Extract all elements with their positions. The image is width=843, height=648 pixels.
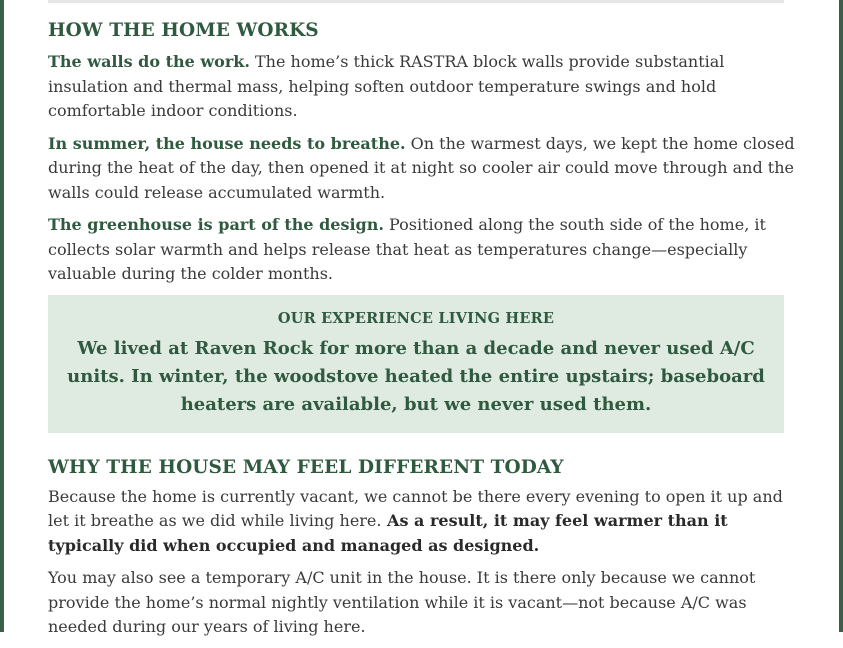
paragraph-text: On the warmest days, we kept the home closed during the heat of the day, then opened it at night so cooler air could move through and the walls could release accumulated warmth. xyxy=(48,133,795,202)
paragraph-temporary-ac: You may also see a temporary A/C unit in the house. It is there only because we cannot provide the home’s normal nightly ventilation while it is vacant—not because A/C was needed during our years of living here. xyxy=(48,568,756,636)
paragraph-lead: The greenhouse is part of the design. xyxy=(48,215,384,234)
paragraph-lead: In summer, the house needs to breathe. xyxy=(48,133,406,153)
section-title-why-different: WHY THE HOUSE MAY FEEL DIFFERENT TODAY xyxy=(48,456,564,478)
top-divider xyxy=(48,0,784,3)
paragraph-text: Positioned along the south side of the home, it collects solar warmth and helps release that heat as temperatures change—especially valuable during the colder months. xyxy=(48,215,766,283)
paragraph-greenhouse xyxy=(48,213,800,287)
experience-callout xyxy=(48,295,784,433)
callout-label: OUR EXPERIENCE LIVING HERE xyxy=(277,309,555,327)
paragraph-emphasis: As a result, it may feel warmer than it typically did when occupied and managed as designed. xyxy=(48,511,728,555)
paragraph-vacant xyxy=(48,485,800,559)
document-body xyxy=(48,18,800,648)
paragraph-text: Because the home is currently vacant, we cannot be there every evening to open it up and let it breathe as we did while living here. xyxy=(48,486,783,530)
section-title-how-home-works: HOW THE HOME WORKS xyxy=(48,20,319,41)
callout-text: We lived at Raven Rock for more than a decade and never used A/C units. In winter, the woodstove heated the entire upstairs; baseboard heaters are available, but we never used them. xyxy=(67,337,765,415)
paragraph-walls xyxy=(48,50,800,124)
paragraph-summer xyxy=(48,132,800,206)
paragraph-text: The home’s thick RASTRA block walls provide substantial insulation and thermal mass, helping soften outdoor temperature swings and hold comfortable indoor conditions. xyxy=(48,52,725,120)
paragraph-lead: The walls do the work. xyxy=(48,52,250,71)
